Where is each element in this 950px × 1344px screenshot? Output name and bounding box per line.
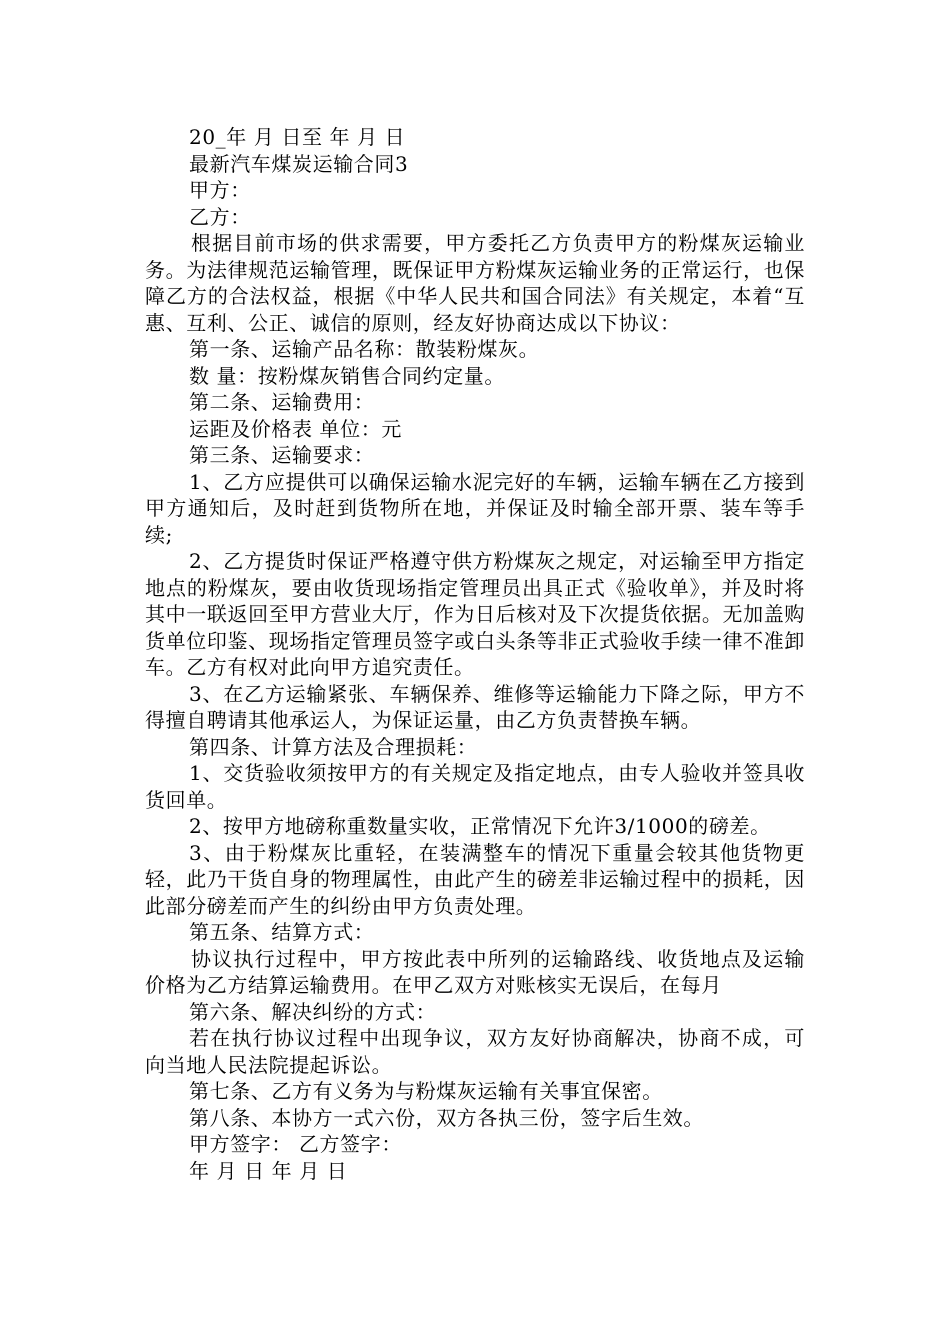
- article-3-heading: 第三条、运输要求：: [189, 443, 375, 467]
- signature-date-line: 年 月 日 年 月 日: [189, 1158, 348, 1183]
- article-7: 第七条、乙方有义务为与粉煤灰运输有关事宜保密。: [189, 1079, 663, 1103]
- article-4-item-1: 1、交货验收须按甲方的有关规定及指定地点，由专人验收并签具收货回单。: [145, 761, 805, 812]
- article-8: 第八条、本协方一式六份，双方各执三份，签字后生效。: [189, 1105, 704, 1130]
- article-3-item-2: 2、乙方提货时保证严格遵守供方粉煤灰之规定，对运输至甲方指定地点的粉煤灰，要由收货现场指定管理员出具正式《验收单》，并及时将其中一联返回至甲方营业大厅，作为日后核对及下次提货依据。无加盖购货单位印鉴、现场指定管理员签字或白头条等非正式验收手续一律不准卸车。乙方有权对此向甲方追究责任。: [145, 549, 805, 679]
- article-4-heading: 第四条、计算方法及合理损耗：: [189, 734, 478, 759]
- preamble-paragraph: 根据目前市场的供求需要，甲方委托乙方负责甲方的粉煤灰运输业务。为法律规范运输管理，既保证甲方粉煤灰运输业务的正常运行，也保障乙方的合法权益，根据《中华人民共和国合同法》有关规定，本着“互惠、互利、公正、诚信的原则，经友好协商达成以下协议：: [145, 231, 805, 335]
- party-b-line: 乙方：: [189, 204, 251, 229]
- article-6-heading: 第六条、解决纠纷的方式：: [189, 999, 437, 1024]
- article-5-body: 协议执行过程中，甲方按此表中所列的运输路线、收货地点及运输价格为乙方结算运输费用。在甲乙双方对账核实无误后，在每月: [145, 946, 805, 997]
- party-a-line: 甲方：: [189, 178, 251, 202]
- price-table-line: 运距及价格表 单位：元: [189, 416, 402, 441]
- date-line: 20_年 月 日至 年 月 日: [189, 125, 406, 149]
- article-6-body: 若在执行协议过程中出现争议，双方友好协商解决，协商不成，可向当地人民法院提起诉讼。: [145, 1026, 805, 1077]
- signature-line: 甲方签字： 乙方签字：: [189, 1132, 402, 1156]
- article-1-heading: 第一条、运输产品名称：散装粉煤灰。: [189, 337, 540, 361]
- contract-body: [145, 124, 805, 1184]
- quantity-line: 数 量：按粉煤灰销售合同约定量。: [189, 363, 505, 388]
- article-3-item-3: 3、在乙方运输紧张、车辆保养、维修等运输能力下降之际，甲方不得擅自聘请其他承运人，为保证运量，由乙方负责替换车辆。: [145, 681, 805, 732]
- article-2-heading: 第二条、运输费用：: [189, 390, 375, 414]
- article-5-heading: 第五条、结算方式：: [189, 920, 375, 944]
- article-3-item-1: 1、乙方应提供可以确保运输水泥完好的车辆，运输车辆在乙方接到甲方通知后，及时赶到货物所在地，并保证及时输全部开票、装车等手续;: [145, 469, 805, 547]
- article-4-item-2: 2、按甲方地磅称重数量实收，正常情况下允许3/1000的磅差。: [189, 814, 771, 838]
- contract-title: 最新汽车煤炭运输合同3: [189, 151, 409, 176]
- article-4-item-3: 3、由于粉煤灰比重轻，在装满整车的情况下重量会较其他货物更轻，此乃干货自身的物理属性，由此产生的磅差非运输过程中的损耗，因此部分磅差而产生的纠纷由甲方负责处理。: [145, 840, 805, 918]
